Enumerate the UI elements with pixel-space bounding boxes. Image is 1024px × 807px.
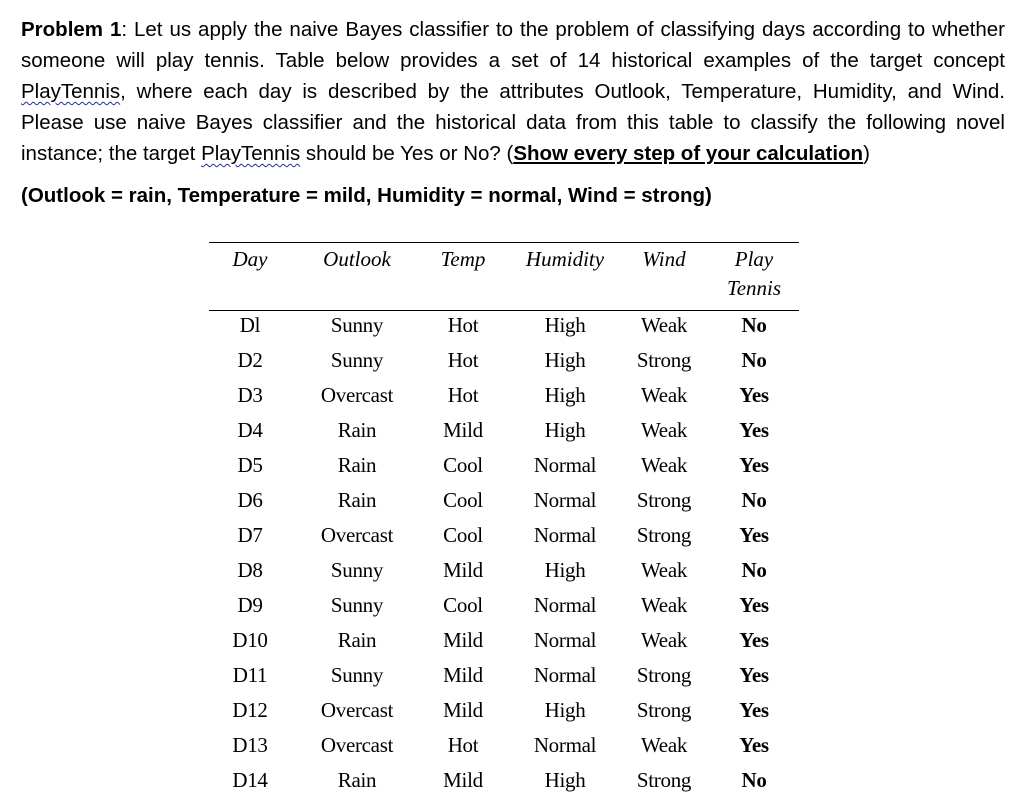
cell-humidity: High [544, 348, 586, 372]
cell-temp: Hot [447, 383, 479, 407]
cell-temp: Hot [447, 313, 479, 337]
cell-wind: Weak [640, 628, 688, 652]
cell-day: D12 [232, 698, 268, 722]
cell-temp: Cool [443, 523, 483, 547]
cell-day: D8 [237, 558, 263, 582]
problem-text-4: ) [863, 142, 870, 165]
cell-humidity: Normal [533, 593, 597, 617]
cell-outlook: Sunny [330, 663, 384, 687]
cell-wind: Weak [640, 558, 688, 582]
cell-play-tennis: No [741, 768, 767, 792]
cell-day: D11 [232, 663, 268, 687]
table-row [209, 343, 799, 378]
cell-humidity: Normal [533, 733, 597, 757]
cell-wind: Strong [636, 523, 692, 547]
cell-temp: Mild [443, 558, 483, 582]
cell-day: D4 [237, 418, 263, 442]
cell-wind: Strong [636, 488, 692, 512]
cell-outlook: Rain [337, 453, 377, 477]
table-row [209, 728, 799, 763]
cell-play-tennis: No [741, 488, 767, 512]
problem-label: Problem 1 [21, 18, 122, 41]
header-outlook: Outlook [323, 247, 391, 271]
cell-humidity: High [544, 383, 586, 407]
problem-text-3: should be Yes or No? ( [300, 142, 514, 165]
novel-instance: (Outlook = rain, Temperature = mild, Humidity = normal, Wind = strong) [21, 184, 712, 207]
cell-wind: Weak [640, 593, 688, 617]
cell-temp: Mild [443, 698, 483, 722]
cell-wind: Strong [636, 663, 692, 687]
cell-humidity: High [544, 418, 586, 442]
problem-statement [21, 14, 1005, 169]
cell-wind: Strong [636, 698, 692, 722]
cell-outlook: Rain [337, 768, 377, 792]
table-row [209, 448, 799, 483]
cell-day: D13 [232, 733, 268, 757]
cell-outlook: Sunny [330, 593, 384, 617]
cell-humidity: High [544, 698, 586, 722]
cell-wind: Weak [640, 453, 688, 477]
table-top-rule [209, 242, 799, 243]
table-row [209, 413, 799, 448]
table-row [209, 553, 799, 588]
cell-play-tennis: No [741, 348, 767, 372]
cell-temp: Mild [443, 418, 483, 442]
cell-play-tennis: Yes [739, 663, 769, 687]
cell-day: D7 [237, 523, 263, 547]
cell-outlook: Overcast [320, 698, 394, 722]
cell-outlook: Rain [337, 488, 377, 512]
cell-play-tennis: Yes [739, 628, 769, 652]
table-row [209, 518, 799, 553]
cell-outlook: Sunny [330, 558, 384, 582]
cell-day: D10 [232, 628, 268, 652]
table-row [209, 588, 799, 623]
cell-humidity: Normal [533, 453, 597, 477]
cell-day: D14 [232, 768, 268, 792]
header-play-tennis [714, 245, 794, 303]
cell-day: D6 [237, 488, 263, 512]
cell-humidity: High [544, 768, 586, 792]
cell-outlook: Sunny [330, 348, 384, 372]
problem-text-1: : Let us apply the naive Bayes classifier to the problem of classifying days according to whether someone will play tennis. Table below provides a set of 14 historical examples of the target concept [21, 18, 1006, 72]
cell-temp: Cool [443, 593, 483, 617]
concept-name-2: PlayTennis [201, 142, 301, 165]
table-row [209, 763, 799, 798]
cell-day: Dl [239, 313, 261, 337]
header-play-line-2: Tennis [726, 276, 782, 300]
cell-play-tennis: Yes [739, 453, 769, 477]
cell-outlook: Overcast [320, 383, 394, 407]
cell-humidity: High [544, 558, 586, 582]
cell-temp: Cool [443, 453, 483, 477]
problem-text-2: , where each day is described by the attributes Outlook, Temperature, Humidity, and Wind. Please use naive Bayes classifier and the historical data from this table to classify the following novel instance; the target [21, 80, 1005, 165]
cell-humidity: Normal [533, 488, 597, 512]
cell-wind: Weak [640, 733, 688, 757]
cell-day: D2 [237, 348, 263, 372]
header-humidity: Humidity [525, 247, 605, 271]
cell-temp: Cool [443, 488, 483, 512]
cell-temp: Hot [447, 733, 479, 757]
cell-outlook: Sunny [330, 313, 384, 337]
calculation-emphasis: Show every step of your calculation [513, 142, 864, 165]
header-temp: Temp [440, 247, 486, 271]
table-row [209, 378, 799, 413]
cell-humidity: High [544, 313, 586, 337]
cell-play-tennis: Yes [739, 418, 769, 442]
cell-temp: Mild [443, 663, 483, 687]
cell-play-tennis: No [741, 313, 767, 337]
cell-outlook: Overcast [320, 523, 394, 547]
cell-humidity: Normal [533, 663, 597, 687]
cell-day: D5 [237, 453, 263, 477]
cell-wind: Weak [640, 383, 688, 407]
cell-outlook: Rain [337, 418, 377, 442]
cell-temp: Mild [443, 628, 483, 652]
cell-day: D3 [237, 383, 263, 407]
cell-outlook: Rain [337, 628, 377, 652]
cell-wind: Strong [636, 348, 692, 372]
cell-play-tennis: Yes [739, 523, 769, 547]
table-row [209, 623, 799, 658]
concept-name-1: PlayTennis [21, 80, 121, 103]
cell-wind: Weak [640, 313, 688, 337]
cell-play-tennis: Yes [739, 593, 769, 617]
header-wind: Wind [642, 247, 686, 271]
cell-temp: Mild [443, 768, 483, 792]
cell-wind: Weak [640, 418, 688, 442]
table-row [209, 693, 799, 728]
table-row [209, 658, 799, 693]
cell-play-tennis: Yes [739, 698, 769, 722]
cell-humidity: Normal [533, 523, 597, 547]
cell-day: D9 [237, 593, 263, 617]
cell-temp: Hot [447, 348, 479, 372]
cell-play-tennis: Yes [739, 383, 769, 407]
cell-play-tennis: No [741, 558, 767, 582]
header-play-line-1: Play [734, 247, 774, 271]
table-row [209, 308, 799, 343]
cell-outlook: Overcast [320, 733, 394, 757]
table-row [209, 483, 799, 518]
cell-play-tennis: Yes [739, 733, 769, 757]
cell-wind: Strong [636, 768, 692, 792]
header-day: Day [232, 247, 268, 271]
cell-humidity: Normal [533, 628, 597, 652]
